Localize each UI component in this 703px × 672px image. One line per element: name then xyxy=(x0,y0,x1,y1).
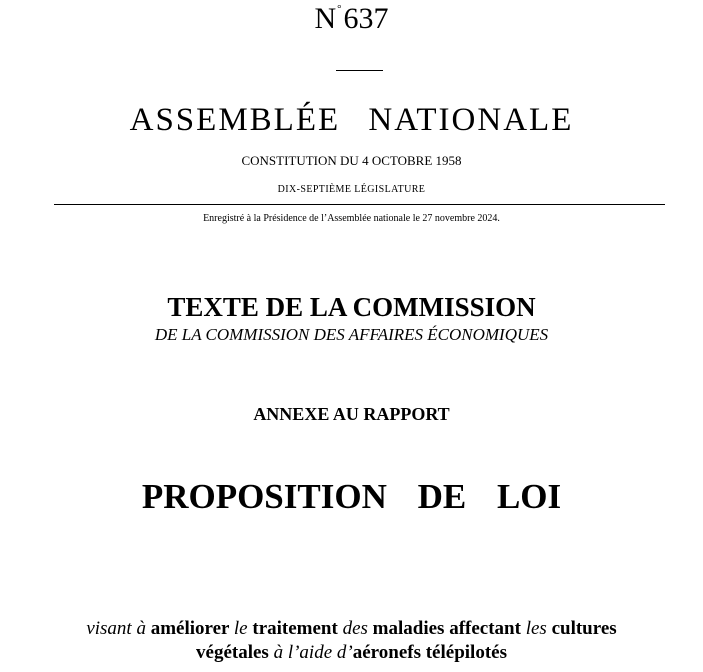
short-divider xyxy=(336,70,383,71)
text-title: TEXTE DE LA COMMISSION xyxy=(167,292,536,322)
document-number xyxy=(0,1,703,43)
object-segment: visant à xyxy=(86,618,151,639)
institution-title: ASSEMBLÉE NATIONALE xyxy=(129,102,574,138)
commission-subtitle: DE LA COMMISSION DES AFFAIRES ÉCONOMIQUES xyxy=(154,325,549,344)
object-line-2 xyxy=(0,641,703,665)
object-segment: cultures xyxy=(551,618,617,639)
object-segment: maladies affectant xyxy=(372,618,526,639)
object-segment: le xyxy=(233,618,253,639)
numero-degree-sign: ° xyxy=(337,3,342,15)
registration-note: Enregistré à la Présidence de l’Assemblée nationale le 27 novembre 2024. xyxy=(203,213,500,224)
constitution-line: CONSTITUTION DU 4 OCTOBRE 1958 xyxy=(241,153,462,168)
object-segment: des xyxy=(342,618,373,639)
annex-heading: ANNEXE AU RAPPORT xyxy=(253,404,450,424)
object-segment: les xyxy=(525,618,552,639)
header-divider xyxy=(54,204,665,205)
numero-value: 637 xyxy=(343,2,389,35)
object-segment: aéronefs télépilotés xyxy=(352,642,507,663)
legislature-line: DIX-SEPTIÈME LÉGISLATURE xyxy=(277,184,426,195)
object-segment: à l’aide d’ xyxy=(273,642,353,663)
object-segment: traitement xyxy=(252,618,343,639)
proposition-title: PROPOSITION DE LOI xyxy=(141,477,562,516)
object-line-1 xyxy=(0,617,703,641)
numero-prefix: N xyxy=(314,2,337,35)
object-segment: végétales xyxy=(196,642,274,663)
object-segment: améliorer xyxy=(150,618,234,639)
